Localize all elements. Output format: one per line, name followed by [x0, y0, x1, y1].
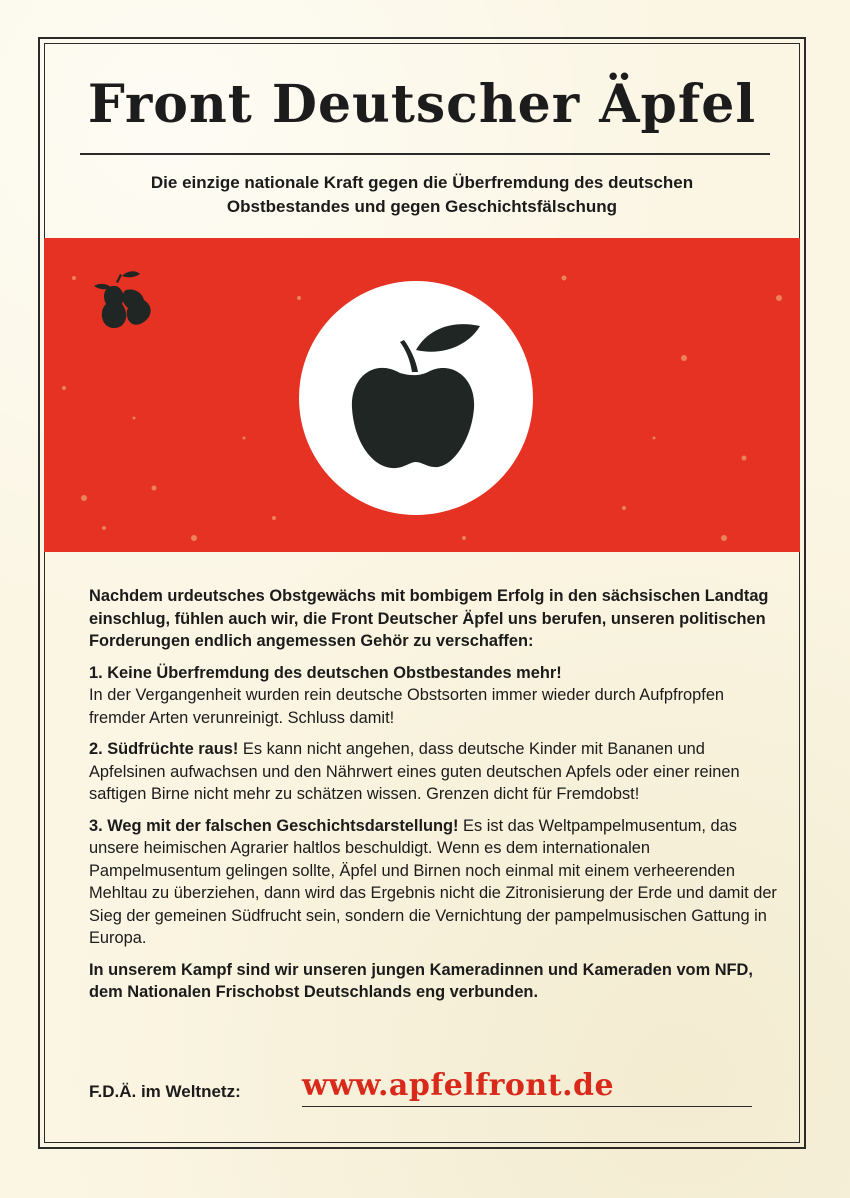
point-3-heading: 3. Weg mit der falschen Geschichtsdarstellung!: [89, 816, 459, 835]
point-1-text: In der Vergangenheit wurden rein deutsche Obstsorten immer wieder durch Aufpfropfen fremder Arten verunreinigt. Schluss damit!: [89, 686, 725, 727]
title-underline: [80, 153, 770, 155]
point-3: [89, 815, 779, 950]
footer-url-underline: [302, 1106, 752, 1107]
point-2: [89, 738, 779, 806]
website-link[interactable]: www.apfelfront.de: [302, 1068, 615, 1103]
red-banner: [44, 238, 800, 552]
point-1: [89, 662, 779, 730]
intro-paragraph: Nachdem urdeutsches Obstgewächs mit bombigem Erfolg in den sächsischen Landtag einschlug, fühlen auch wir, die Front Deutscher Äpfel uns berufen, unseren politischen Forderungen endlich angemessen Gehör zu verschaffen:: [89, 587, 769, 650]
footer-label: F.D.Ä. im Weltnetz:: [89, 1082, 241, 1101]
point-1-heading: 1. Keine Überfremdung des deutschen Obstbestandes mehr!: [89, 663, 562, 682]
page-title: Front Deutscher Äpfel: [87, 74, 757, 135]
subtitle-line-1: Die einzige nationale Kraft gegen die Überfremdung des deutschen: [150, 173, 694, 192]
manifesto-body: [89, 585, 779, 1013]
subtitle: [44, 171, 800, 219]
point-3-text: Es ist das Weltpampelmusentum, das unsere heimischen Agrarier haltlos beschuldigt. Wenn es dem internationalen Pampelmusentum gelingen sollte, Äpfel und Birnen noch einmal mit einem verheerenden Mehltau zu überziehen, dann wird das Ergebnis nicht die Zitronisierung der Erde und damit der Sieg der gemeinen Südfrucht sein, sondern die Vernichtung der pampelmusischen Gattung in Europa.: [89, 816, 777, 947]
pear-icon: [94, 271, 151, 328]
subtitle-line-2: Obstbestandes und gegen Geschichtsfälschung: [226, 197, 618, 216]
point-2-text: Es kann nicht angehen, dass deutsche Kinder mit Bananen und Apfelsinen aufwachsen und den Nährwert eines guten deutschen Apfels oder einer reinen saftigen Birne nicht mehr zu schätzen wissen. Grenzen dicht für Fremdobst!: [89, 740, 740, 803]
point-2-heading: 2. Südfrüchte raus!: [89, 740, 239, 758]
closing-paragraph: In unserem Kampf sind wir unseren jungen Kameradinnen und Kameraden vom NFD, dem Nationalen Frischobst Deutschlands eng verbunden.: [89, 960, 753, 1001]
banner-graphic: [44, 238, 800, 552]
footer: [89, 1068, 779, 1108]
